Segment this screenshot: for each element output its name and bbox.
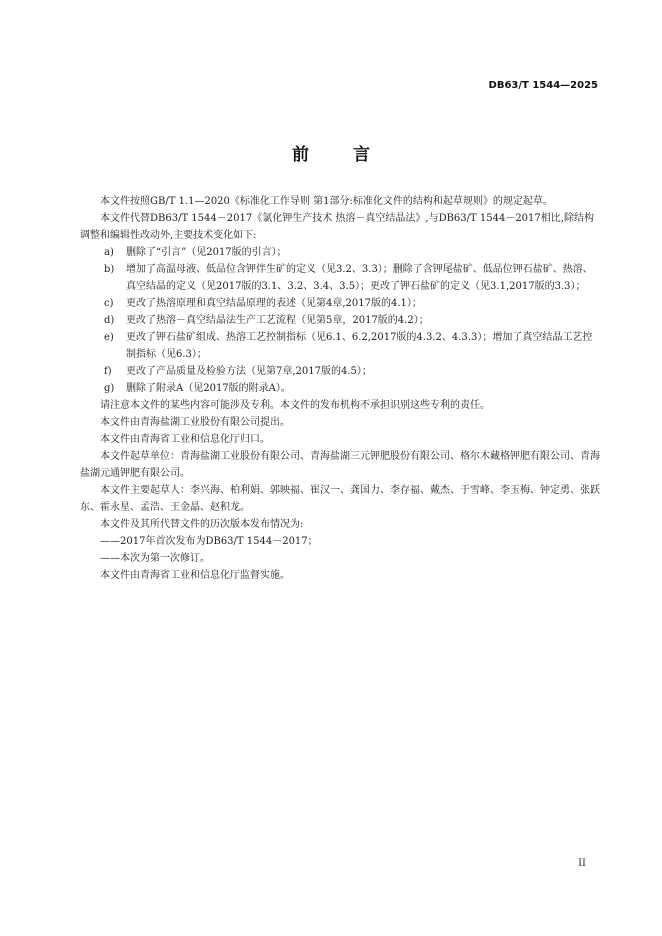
document-code: DB63/T 1544—2025 xyxy=(488,80,598,91)
list-marker: b) xyxy=(104,264,115,275)
patent-notice: 请注意本文件的某些内容可能涉及专利。本文件的发布机构不承担识别这些专利的责任。 xyxy=(100,400,490,411)
list-item-text: 更改了产品质量及检验方法（见第7章,2017版的4.5）； xyxy=(126,366,372,377)
page-title: 前言 xyxy=(292,145,414,165)
page-number: II xyxy=(578,858,586,869)
intro-paragraph: 本文件代替DB63/T 1544－2017《氯化钾生产技术 热溶－真空结晶法》,与DB63/T 1544－2017相比,除结构调整和编辑性改动外,主要技术变化如下: xyxy=(80,213,594,241)
list-item xyxy=(80,312,600,329)
list-item xyxy=(80,295,600,312)
administrator-statement: 本文件由青海省工业和信息化厅归口。 xyxy=(100,434,270,445)
list-item-text: 更改了热溶原理和真空结晶原理的表述（见第4章,2017版的4.1）； xyxy=(126,298,422,309)
supervision-statement: 本文件由青海省工业和信息化厅监督实施。 xyxy=(100,570,290,581)
list-marker: a) xyxy=(104,247,114,258)
intro-paragraph: 本文件按照GB/T 1.1—2020《标准化工作导则 第1部分:标准化文件的结构和起草规则》的规定起草。 xyxy=(100,196,553,207)
list-marker: f) xyxy=(104,366,112,377)
list-item-text: 增加了高温母液、低品位含钾伴生矿的定义（见3.2、3.3）；删除了含钾尾盐矿、低品位钾石盐矿、热溶、真空结晶的定义（见2017版的3.1、3.2、3.4、3.5）；更改了钾石盐矿的定义（见3.1,2017版的3.3）； xyxy=(126,264,593,292)
list-marker: g) xyxy=(104,383,115,394)
history-item: ——本次为第一次修订。 xyxy=(100,553,210,564)
list-item xyxy=(80,363,600,380)
list-item xyxy=(80,261,600,295)
history-item: ——2017年首次发布为DB63/T 1544－2017； xyxy=(100,536,318,547)
foreword-body xyxy=(80,193,600,584)
list-marker: d) xyxy=(104,315,115,326)
drafting-units: 本文件起草单位：青海盐湖工业股份有限公司、青海盐湖三元钾肥股份有限公司、格尔木藏格钾肥有限公司、青海盐湖元通钾肥有限公司。 xyxy=(80,451,600,479)
list-marker: c) xyxy=(104,298,114,309)
list-item-text: 删除了附录A（见2017版的附录A）。 xyxy=(126,383,291,394)
list-item xyxy=(80,329,600,363)
main-drafters: 本文件主要起草人：李兴海、柏利娟、郭映福、崔汉一、龚国力、李存福、戴杰、于雪峰、李玉梅、钟定勇、张跃东、霍永星、孟浩、王金晶、赵积龙。 xyxy=(80,485,600,513)
list-item-text: 更改了热溶－真空结晶法生产工艺流程（见第5章，2017版的4.2）； xyxy=(126,315,429,326)
list-item-text: 更改了钾石盐矿组成、热溶工艺控制指标（见6.1、6.2,2017版的4.3.2、4.3.3）；增加了真空结晶工艺控制指标（见6.3）； xyxy=(126,332,593,360)
changes-list xyxy=(80,244,600,397)
proposer-statement: 本文件由青海盐湖工业股份有限公司提出。 xyxy=(100,417,290,428)
list-marker: e) xyxy=(104,332,114,343)
list-item xyxy=(80,380,600,397)
list-item xyxy=(80,244,600,261)
history-heading: 本文件及其所代替文件的历次版本发布情况为: xyxy=(100,519,304,530)
list-item-text: 删除了“引言”（见2017版的引言）； xyxy=(126,247,287,258)
